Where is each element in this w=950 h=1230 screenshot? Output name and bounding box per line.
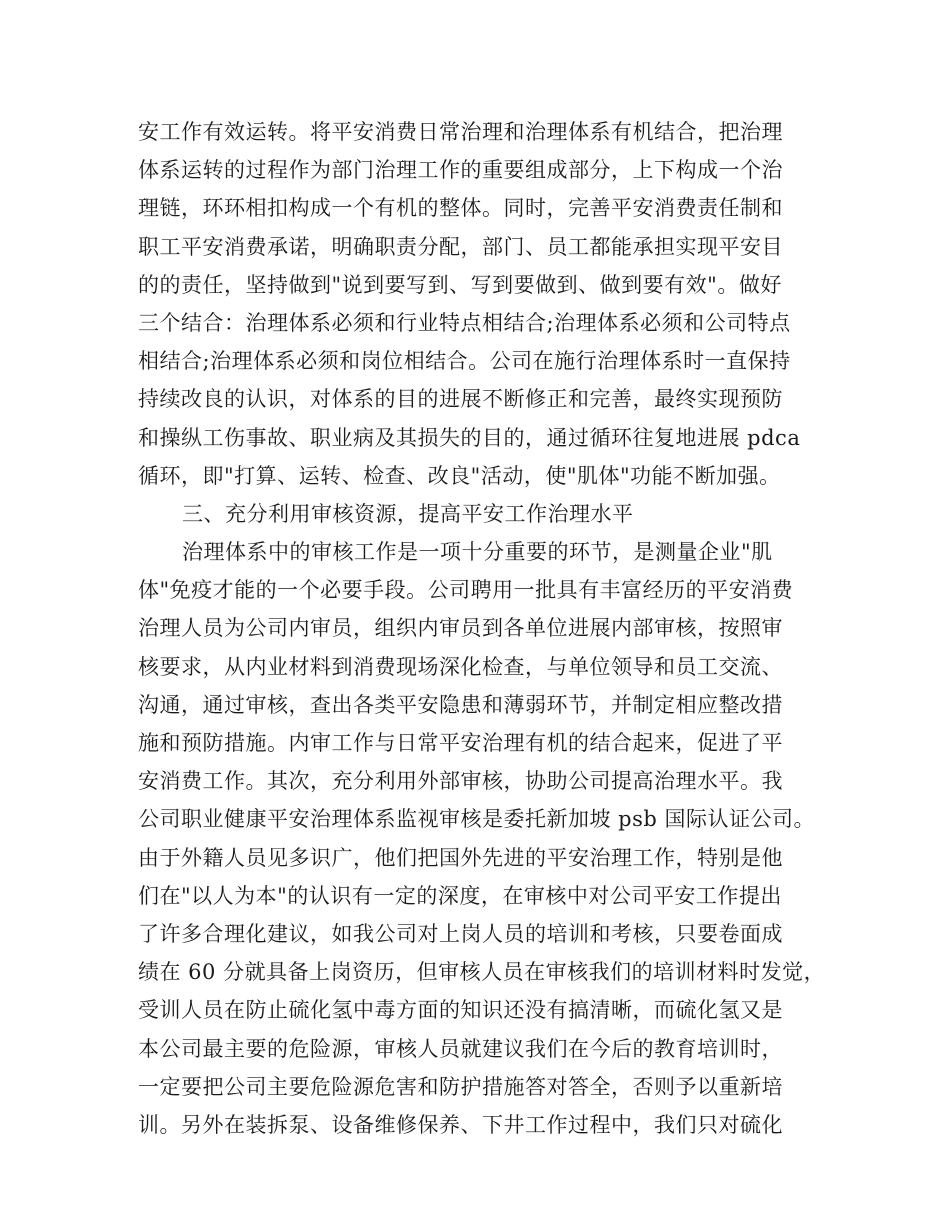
text-line: 们在"以人为本"的认识有一定的深度，在审核中对公司平安工作提出 [138, 883, 782, 908]
text-line: 治理人员为公司内审员，组织内审员到各单位进展内部审核，按照审 [138, 616, 783, 641]
text-line: 公司职业健康平安治理体系监视审核是委托新加坡 psb 国际认证公司。 [138, 807, 816, 832]
section-heading: 三、充分利用审核资源，提高平安工作治理水平 [182, 501, 634, 526]
text-line: 的的责任，坚持做到"说到要写到、写到要做到、做到要有效"。做好 [138, 272, 782, 297]
text-line: 绩在 60 分就具备上岗资历，但审核人员在审核我们的培训材料时发觉， [138, 960, 826, 985]
text-line: 持续改良的认识，对体系的目的进展不断修正和完善，最终实现预防 [138, 387, 783, 412]
text-line: 理链，环环相扣构成一个有机的整体。同时，完善平安消费责任制和 [138, 196, 783, 221]
text-line: 本公司最主要的危险源，审核人员就建议我们在今后的教育培训时， [138, 1036, 783, 1061]
text-line: 由于外籍人员见多识广，他们把国外先进的平安治理工作，特别是他 [138, 845, 783, 870]
text-line: 受训人员在防止硫化氢中毒方面的知识还没有搞清晰，而硫化氢又是 [138, 998, 783, 1023]
text-line: 施和预防措施。内审工作与日常平安治理有机的结合起来，促进了平 [138, 731, 783, 755]
text-line: 核要求，从内业材料到消费现场深化检查，与单位领导和员工交流、 [138, 654, 783, 679]
text-line: 循环，即"打算、运转、检查、改良"活动，使"肌体"功能不断加强。 [138, 463, 781, 488]
text-line: 训。另外在装拆泵、设备维修保养、下井工作过程中，我们只对硫化 [138, 1112, 783, 1137]
text-line: 体系运转的过程作为部门治理工作的重要组成部分，上下构成一个治 [138, 158, 783, 183]
text-line: 职工平安消费承诺，明确职责分配，部门、员工都能承担实现平安目 [138, 234, 783, 259]
text-line: 安消费工作。其次，充分利用外部审核，协助公司提高治理水平。我 [138, 769, 783, 794]
text-line: 三个结合：治理体系必须和行业特点相结合;治理体系必须和公司特点 [138, 310, 791, 335]
text-line: 沟通，通过审核，查出各类平安隐患和薄弱环节，并制定相应整改措 [138, 692, 783, 717]
text-line: 体"免疫才能的一个必要手段。公司聘用一批具有丰富经历的平安消费 [138, 578, 794, 603]
text-line: 了许多合理化建议，如我公司对上岗人员的培训和考核，只要卷面成 [138, 921, 783, 946]
text-line: 和操纵工伤事故、职业病及其损失的目的，通过循环往复地进展 pdca [138, 425, 801, 450]
document-body [138, 113, 838, 1144]
text-line: 安工作有效运转。将平安消费日常治理和治理体系有机结合，把治理 [138, 120, 783, 144]
text-line: 治理体系中的审核工作是一项十分重要的环节，是测量企业"肌 [182, 540, 773, 565]
text-line: 相结合;治理体系必须和岗位相结合。公司在施行治理体系时一直保持 [138, 349, 791, 374]
text-line: 一定要把公司主要危险源危害和防护措施答对答全，否则予以重新培 [138, 1074, 783, 1099]
